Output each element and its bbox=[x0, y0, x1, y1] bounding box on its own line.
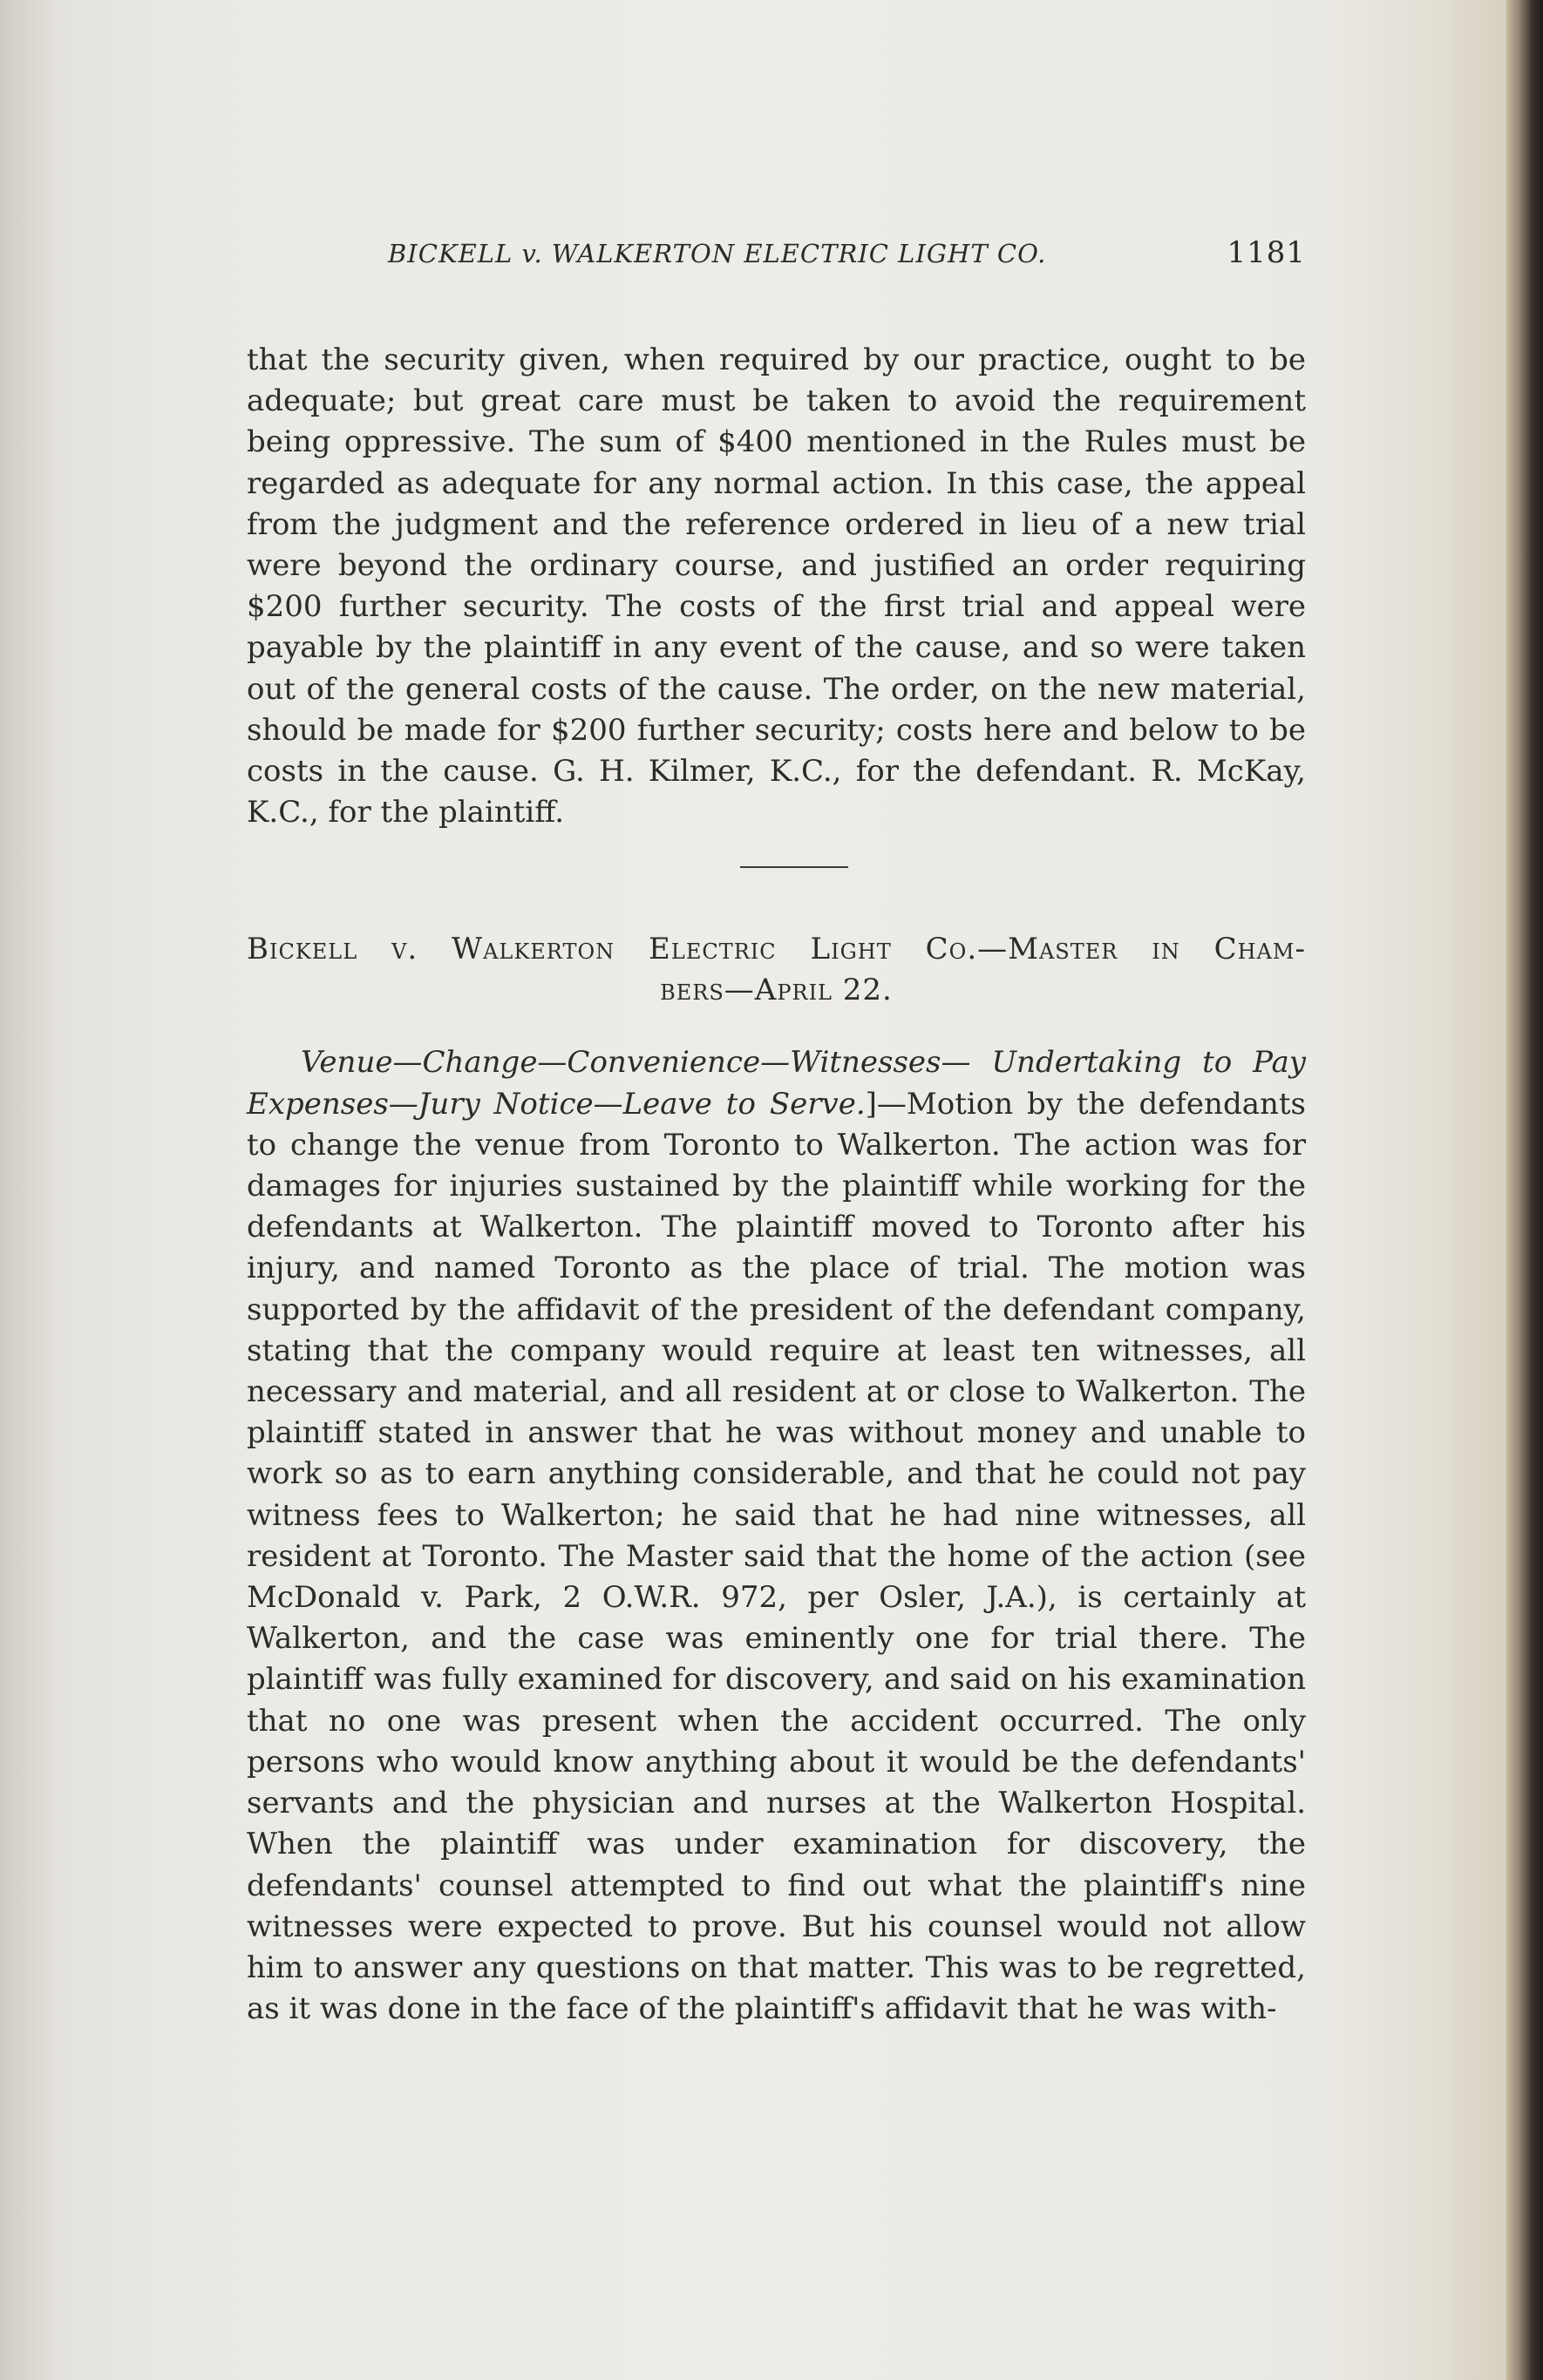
running-head-title: BICKELL v. WALKERTON ELECTRIC LIGHT CO. bbox=[388, 239, 1047, 268]
paragraph-continued: that the security given, when required by our practice, ought to be adequate; but great care must be taken to avoid the requirement being oppressive. The sum of $400 mentioned in the Rules must be regarded as adequate for any normal action. In this case, the appeal from the judgment and the reference ordered in lieu of a new trial were beyond the ordinary course, and justified an order requiring $200 further security. The costs of the first trial and appeal were payable by the plaintiff in any event of the cause, and so were taken out of the general costs of the cause. The order, on the new material, should be made for $200 further security; costs here and below to be costs in the cause. G. H. Kilmer, K.C., for the defendant. R. McKay, K.C., for the plaintiff. bbox=[247, 342, 1306, 831]
case-paragraph-text: ]—Motion by the defendants to change the venue from Toronto to Walkerton. The action was for damages for injuries sustained by the plaintiff while working for the defendants at Walkerton. The plaintiff moved to Toronto after his injury, and named Toronto as the place of trial. The motion was supported by the affidavit of the president of the defendant company, stating that the company would require at least ten witnesses, all necessary and material, and all resident at or close to Walkerton. The plaintiff stated in answer that he was without money and unable to work so as to earn anything considerable, and that he could not pay witness fees to Walkerton; he said that he had nine witnesses, all resident at Toronto. The Master said that the home of the action (see McDonald v. Park, 2 O.W.R. 972, per Osler, J.A.), is certainly at Walkerton, and the case was eminently one for trial there. The plaintiff was fully examined for discovery, and said on his examination that no one was present when the accident occurred. The only persons who would know anything about it would be the defendants' servants and the physician and nurses at the Walkerton Hospital. When the plaintiff was under examination for discovery, the defendants' counsel attempted to find out what the plaintiff's nine witnesses were expected to prove. But his counsel would not allow him to answer any questions on that matter. This was to be regretted, as it was done in the face of the plaintiff's affidavit that he was with- bbox=[247, 1086, 1306, 2027]
page-number: 1181 bbox=[1227, 235, 1306, 270]
case-heading-line-1: Bickell v. Walkerton Electric Light Co.—Master in Cham- bbox=[247, 932, 1306, 967]
catchwords: Venue—Change—Convenience—Witnesses— Undertaking to Pay Expenses—Jury Notice—Leave to Serve. bbox=[247, 1045, 1306, 1122]
running-head bbox=[247, 228, 1306, 277]
case-heading-line-2: bers—April 22. bbox=[660, 973, 893, 1008]
page-edge-shadow bbox=[1506, 0, 1543, 2380]
case-paragraph bbox=[247, 1042, 1306, 2030]
case-heading bbox=[247, 929, 1306, 1011]
section-divider bbox=[740, 866, 848, 868]
page-content bbox=[247, 228, 1306, 2030]
